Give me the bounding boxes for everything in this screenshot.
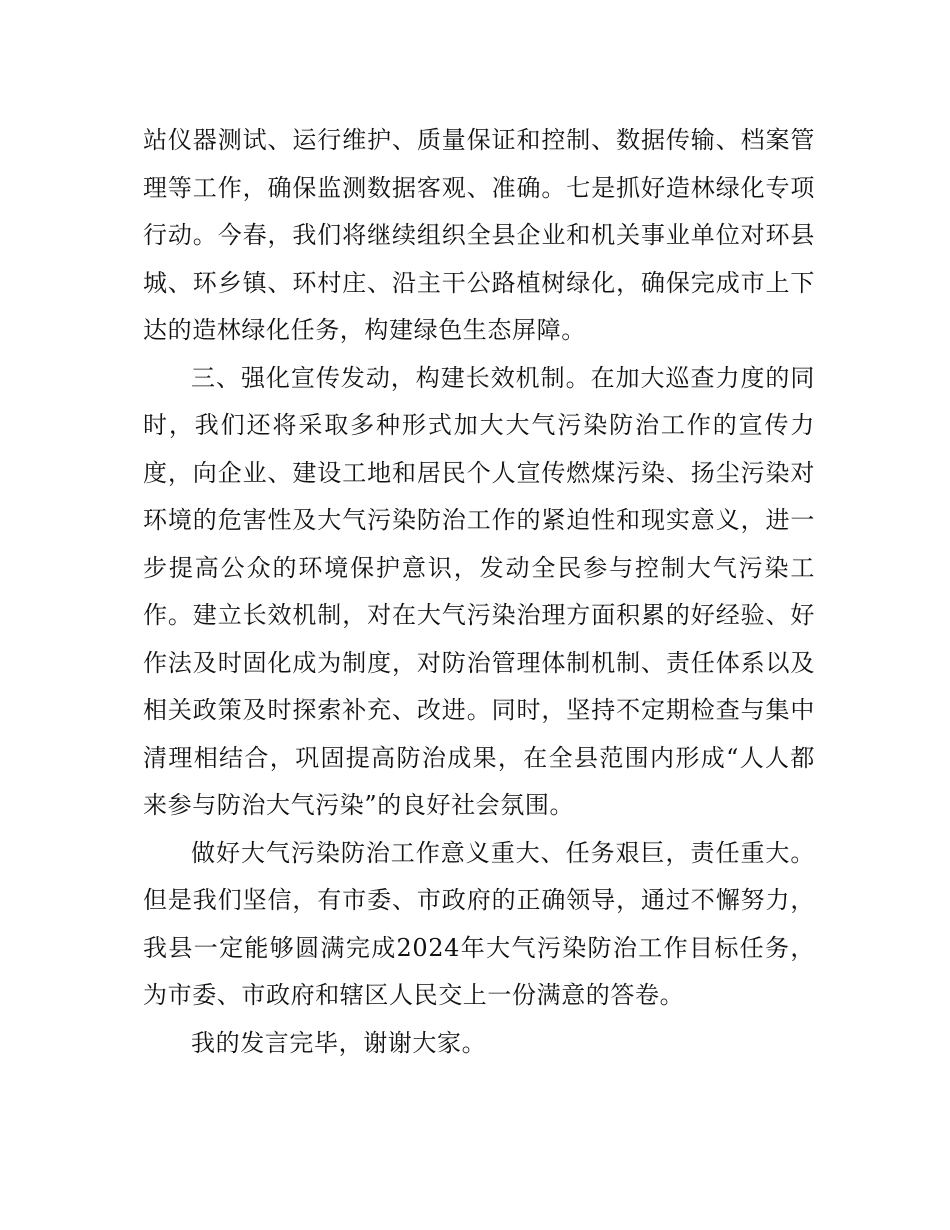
document-body (143, 117, 815, 1067)
paragraph-continuation: 站仪器测试、运行维护、质量保证和控制、数据传输、档案管理等工作，确保监测数据客观、准确。七是抓好造林绿化专项行动。今春，我们将继续组织全县企业和机关事业单位对环县城、环乡镇、环村庄、沿主干公路植树绿化，确保完成市上下达的造林绿化任务，构建绿色生态屏障。 (143, 126, 815, 344)
paragraph-conclusion: 做好大气污染防治工作意义重大、任务艰巨，责任重大。但是我们坚信，有市委、市政府的正确领导，通过不懈努力，我县一定能够圆满完成2024年大气污染防治工作目标任务，为市委、市政府和辖区人民交上一份满意的答卷。 (143, 838, 815, 1009)
paragraph-closing: 我的发言完毕，谢谢大家。 (191, 1028, 487, 1057)
paragraph-publicity-mechanism: 三、强化宣传发动，构建长效机制。在加大巡查力度的同时，我们还将采取多种形式加大大气污染防治工作的宣传力度，向企业、建设工地和居民个人宣传燃煤污染、扬尘污染对环境的危害性及大气污染防治工作的紧迫性和现实意义，进一步提高公众的环境保护意识，发动全民参与控制大气污染工作。建立长效机制，对在大气污染治理方面积累的好经验、好作法及时固化成为制度，对防治管理体制机制、责任体系以及相关政策及时探索补充、改进。同时，坚持不定期检查与集中清理相结合，巩固提高防治成果，在全县范围内形成“人人都来参与防治大气污染”的良好社会氛围。 (143, 363, 815, 819)
